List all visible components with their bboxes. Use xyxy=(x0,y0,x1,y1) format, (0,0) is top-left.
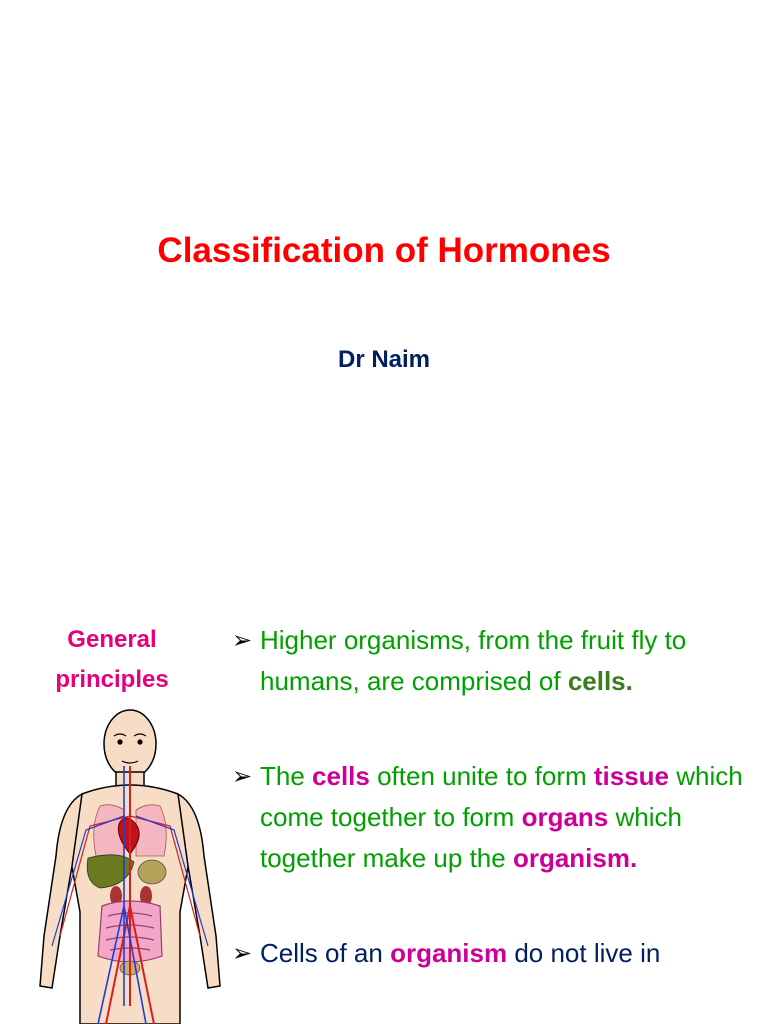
keyword-tissue: tissue xyxy=(593,761,670,791)
bullet-text: which together make up the xyxy=(260,802,682,873)
bullet-text: The xyxy=(260,761,313,791)
human-anatomy-icon xyxy=(30,706,230,1024)
keyword-cells: cells. xyxy=(567,666,633,696)
bullet-list xyxy=(232,620,762,974)
section-heading-line-1: General xyxy=(67,626,157,653)
bullet-item xyxy=(232,620,762,702)
arrow-bullet-icon: ➢ xyxy=(232,763,253,790)
bullet-item xyxy=(232,933,762,974)
slide-title: Classification of Hormones xyxy=(157,231,611,270)
arrow-bullet-icon: ➢ xyxy=(232,940,253,967)
section-heading-line-2: principles xyxy=(55,666,169,693)
keyword-organism: organism xyxy=(390,938,508,968)
bullet-text: Cells of an xyxy=(260,938,391,968)
stomach xyxy=(138,860,166,884)
section-heading xyxy=(30,620,194,700)
bullet-text: do not live in xyxy=(507,938,661,968)
bullet-text: often unite to form xyxy=(369,761,594,791)
bullet-text: which come together to form xyxy=(260,761,743,832)
keyword-cells: cells xyxy=(312,761,370,791)
keyword-organs: organs xyxy=(521,802,609,832)
slide-author: Dr Naim xyxy=(337,346,431,373)
arrow-bullet-icon: ➢ xyxy=(232,627,253,654)
bullet-text: Higher organisms, from the fruit fly to humans, are comprised of xyxy=(260,625,687,696)
bullet-item xyxy=(232,756,762,879)
keyword-organism: organism. xyxy=(512,843,638,873)
